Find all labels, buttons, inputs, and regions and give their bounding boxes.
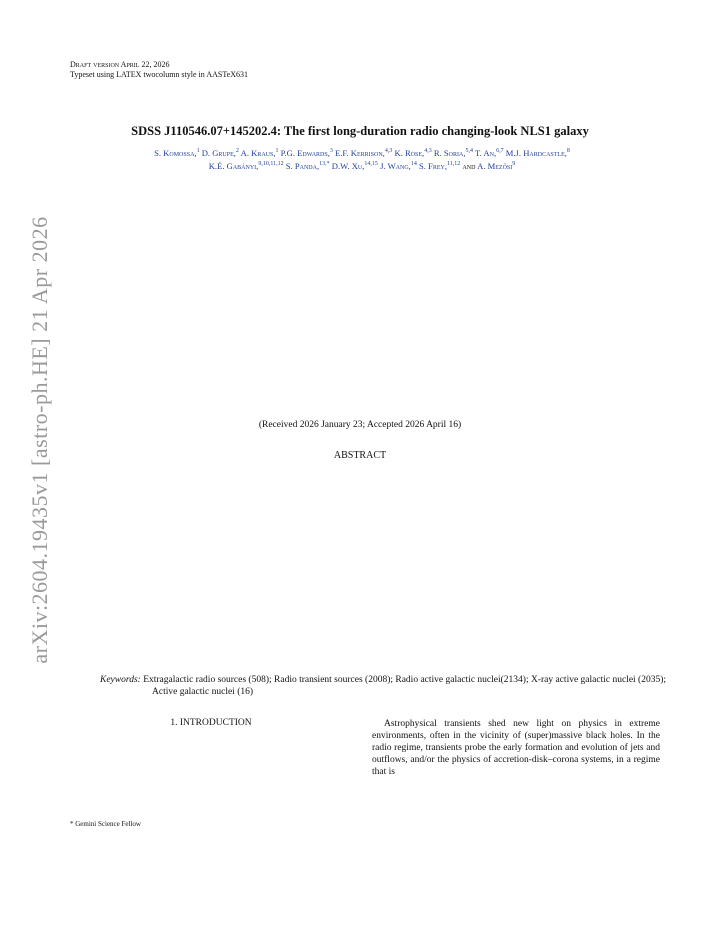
arxiv-sidebar xyxy=(20,216,60,664)
received-line: (Received 2026 January 23; Accepted 2026 April 16) xyxy=(258,420,462,430)
author-name[interactable]: S. Frey, xyxy=(418,160,447,171)
affiliation-marker: 4,3 xyxy=(424,148,432,154)
author-and: and xyxy=(462,160,476,171)
author-name[interactable]: S. Komossa, xyxy=(154,147,197,158)
draft-version-line: Draft version April 22, 2026 xyxy=(70,60,170,69)
affiliation-marker: 6,7 xyxy=(496,148,504,154)
affiliation-marker: 9,10,11,12 xyxy=(258,160,284,167)
author-name[interactable]: K. Rose, xyxy=(394,147,425,158)
typeset-line: Typeset using LATEX twocolumn style in AASTeX631 xyxy=(70,70,248,79)
author-name[interactable]: D.W. Xu, xyxy=(331,160,365,171)
author-name[interactable]: A. Mezősi xyxy=(477,160,513,171)
affiliation-marker: 11,12 xyxy=(447,160,461,167)
affiliation-marker: 2 xyxy=(235,148,239,154)
affiliation-marker: 9 xyxy=(512,160,516,167)
author-line-1 xyxy=(92,146,632,159)
author-name[interactable]: K.É. Gabányi, xyxy=(208,160,259,171)
author-name[interactable]: S. Panda, xyxy=(285,160,320,171)
affiliation-marker: 14,15 xyxy=(364,160,378,167)
author-name[interactable]: J. Wang, xyxy=(380,160,411,171)
affiliation-marker: 1 xyxy=(275,148,279,154)
author-name[interactable]: M.J. Hardcastle, xyxy=(505,147,567,158)
keywords-text: Extragalactic radio sources (508); Radio transient sources (2008); Radio active galactic nuclei(2134); X-ray active galactic nuclei (2035); Active galactic nuclei (16) xyxy=(143,675,667,697)
affiliation-marker: 3 xyxy=(329,148,333,154)
author-name[interactable]: D. Grupe, xyxy=(201,147,236,158)
affiliation-marker: 14 xyxy=(410,160,417,167)
affiliation-marker: 1 xyxy=(196,148,200,154)
author-line-2 xyxy=(92,159,632,172)
introduction-column xyxy=(372,718,660,778)
footnote: * Gemini Science Fellow xyxy=(70,820,141,828)
abstract-heading: ABSTRACT xyxy=(333,450,387,461)
keywords-label: Keywords: xyxy=(100,675,141,685)
author-name[interactable]: E.F. Kerrison, xyxy=(335,147,385,158)
author-name[interactable]: T. An, xyxy=(474,147,497,158)
intro-paragraph: Astrophysical transients shed new light on physics in extreme environments, often in the vicinity of (super)massive black holes. In the radio regime, transients probe the early formation and evolution of jets and outflows, and/or the physics of accretion-disk–corona systems, in a regime that is xyxy=(372,719,660,778)
arxiv-identifier: arXiv:2604.19435v1 [astro-ph.HE] 21 Apr 2026 xyxy=(27,216,52,664)
affiliation-marker: 4,3 xyxy=(384,148,393,154)
author-name[interactable]: P.G. Edwards, xyxy=(280,147,330,158)
affiliation-marker: 13,* xyxy=(319,160,330,167)
author-name[interactable]: R. Soria, xyxy=(433,147,466,158)
author-name[interactable]: A. Kraus, xyxy=(240,147,276,158)
affiliation-marker: 8 xyxy=(566,148,570,154)
paper-title: SDSS J110546.07+145202.4: The first long-duration radio changing-look NLS1 galaxy xyxy=(131,124,589,138)
draft-header xyxy=(70,60,248,80)
section-heading: 1. INTRODUCTION xyxy=(170,718,252,728)
author-list xyxy=(92,146,632,172)
keywords xyxy=(100,674,677,698)
affiliation-marker: 5,4 xyxy=(465,148,473,154)
